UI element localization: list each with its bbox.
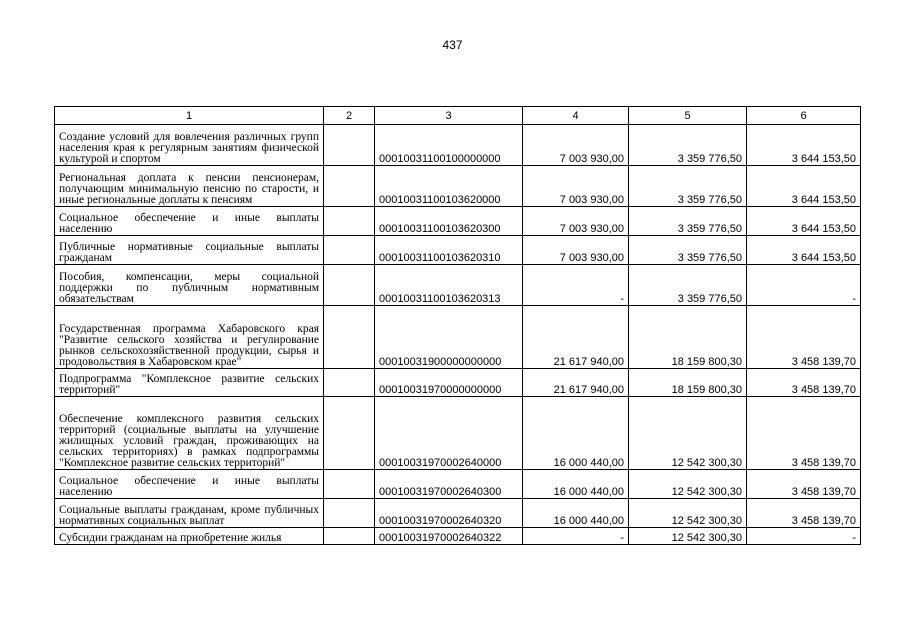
row-value-4: 7 003 930,00 bbox=[523, 166, 629, 207]
row-col2 bbox=[324, 470, 375, 499]
row-value-6: - bbox=[747, 265, 861, 306]
row-name: Субсидии гражданам на приобретение жилья bbox=[55, 528, 324, 545]
row-col2 bbox=[324, 265, 375, 306]
row-value-5: 12 542 300,30 bbox=[629, 397, 747, 470]
row-name: Региональная доплата к пенсии пенсионерам, получающим минимальную пенсию по старости, и иные региональные доплаты к пенсиям bbox=[55, 166, 324, 207]
row-value-5: 3 359 776,50 bbox=[629, 207, 747, 236]
table-row bbox=[55, 166, 861, 207]
row-code: 00010031100103620300 bbox=[375, 207, 523, 236]
row-value-6: 3 458 139,70 bbox=[747, 499, 861, 528]
row-col2 bbox=[324, 499, 375, 528]
row-value-6: 3 458 139,70 bbox=[747, 397, 861, 470]
table-row bbox=[55, 470, 861, 499]
table-row bbox=[55, 397, 861, 470]
row-code: 00010031100100000000 bbox=[375, 125, 523, 166]
row-value-5: 18 159 800,30 bbox=[629, 369, 747, 397]
row-value-6: 3 644 153,50 bbox=[747, 125, 861, 166]
row-name: Подпрограмма "Комплексное развитие сельских территорий" bbox=[55, 369, 324, 397]
row-code: 00010031970002640320 bbox=[375, 499, 523, 528]
row-value-6: 3 458 139,70 bbox=[747, 470, 861, 499]
row-value-4: - bbox=[523, 265, 629, 306]
row-name: Государственная программа Хабаровского края "Развитие сельского хозяйства и регулирование рынков сельскохозяйственной продукции, сырья и продовольствия в Хабаровском крае" bbox=[55, 306, 324, 369]
row-name: Социальное обеспечение и иные выплаты населению bbox=[55, 207, 324, 236]
table-row bbox=[55, 369, 861, 397]
row-value-6: 3 644 153,50 bbox=[747, 166, 861, 207]
row-value-6: 3 644 153,50 bbox=[747, 207, 861, 236]
row-name: Публичные нормативные социальные выплаты гражданам bbox=[55, 236, 324, 265]
row-value-5: 3 359 776,50 bbox=[629, 265, 747, 306]
row-value-4: 7 003 930,00 bbox=[523, 236, 629, 265]
row-value-4: 16 000 440,00 bbox=[523, 397, 629, 470]
row-code: 00010031900000000000 bbox=[375, 306, 523, 369]
column-header-1: 1 bbox=[55, 107, 324, 125]
table-row bbox=[55, 265, 861, 306]
column-header-6: 6 bbox=[747, 107, 861, 125]
row-code: 00010031970000000000 bbox=[375, 369, 523, 397]
budget-table bbox=[54, 106, 861, 545]
row-value-4: 21 617 940,00 bbox=[523, 306, 629, 369]
row-col2 bbox=[324, 369, 375, 397]
row-name: Социальные выплаты гражданам, кроме публичных нормативных социальных выплат bbox=[55, 499, 324, 528]
row-value-4: 7 003 930,00 bbox=[523, 207, 629, 236]
row-value-5: 3 359 776,50 bbox=[629, 125, 747, 166]
page-number: 437 bbox=[442, 38, 463, 52]
row-col2 bbox=[324, 207, 375, 236]
column-header-3: 3 bbox=[375, 107, 523, 125]
row-code: 00010031970002640322 bbox=[375, 528, 523, 545]
table-row bbox=[55, 236, 861, 265]
row-value-4: 16 000 440,00 bbox=[523, 499, 629, 528]
table-row bbox=[55, 528, 861, 545]
row-value-5: 12 542 300,30 bbox=[629, 470, 747, 499]
row-code: 00010031970002640300 bbox=[375, 470, 523, 499]
table-row bbox=[55, 306, 861, 369]
row-name: Пособия, компенсации, меры социальной поддержки по публичным нормативным обязательствам bbox=[55, 265, 324, 306]
row-col2 bbox=[324, 166, 375, 207]
row-value-6: 3 458 139,70 bbox=[747, 369, 861, 397]
row-col2 bbox=[324, 125, 375, 166]
row-value-5: 18 159 800,30 bbox=[629, 306, 747, 369]
row-name: Создание условий для вовлечения различных групп населения края к регулярным занятиям физической культурой и спортом bbox=[55, 125, 324, 166]
column-header-2: 2 bbox=[324, 107, 375, 125]
row-value-4: 7 003 930,00 bbox=[523, 125, 629, 166]
row-value-4: - bbox=[523, 528, 629, 545]
row-col2 bbox=[324, 306, 375, 369]
row-col2 bbox=[324, 528, 375, 545]
row-value-5: 3 359 776,50 bbox=[629, 166, 747, 207]
row-name: Социальное обеспечение и иные выплаты населению bbox=[55, 470, 324, 499]
row-value-6: 3 458 139,70 bbox=[747, 306, 861, 369]
row-value-6: 3 644 153,50 bbox=[747, 236, 861, 265]
table-row bbox=[55, 207, 861, 236]
row-value-5: 12 542 300,30 bbox=[629, 528, 747, 545]
row-value-5: 3 359 776,50 bbox=[629, 236, 747, 265]
row-col2 bbox=[324, 397, 375, 470]
row-value-5: 12 542 300,30 bbox=[629, 499, 747, 528]
row-value-6: - bbox=[747, 528, 861, 545]
column-header-5: 5 bbox=[629, 107, 747, 125]
table-row bbox=[55, 125, 861, 166]
row-code: 00010031970002640000 bbox=[375, 397, 523, 470]
row-name: Обеспечение комплексного развития сельских территорий (социальные выплаты на улучшение жилищных условий граждан, проживающих на сельских территориях) в рамках подпрограммы "Комплексное развитие сельских территорий" bbox=[55, 397, 324, 470]
header-row bbox=[55, 107, 861, 125]
row-value-4: 16 000 440,00 bbox=[523, 470, 629, 499]
row-value-4: 21 617 940,00 bbox=[523, 369, 629, 397]
row-code: 00010031100103620313 bbox=[375, 265, 523, 306]
row-code: 00010031100103620310 bbox=[375, 236, 523, 265]
row-code: 00010031100103620000 bbox=[375, 166, 523, 207]
table-row bbox=[55, 499, 861, 528]
column-header-4: 4 bbox=[523, 107, 629, 125]
row-col2 bbox=[324, 236, 375, 265]
